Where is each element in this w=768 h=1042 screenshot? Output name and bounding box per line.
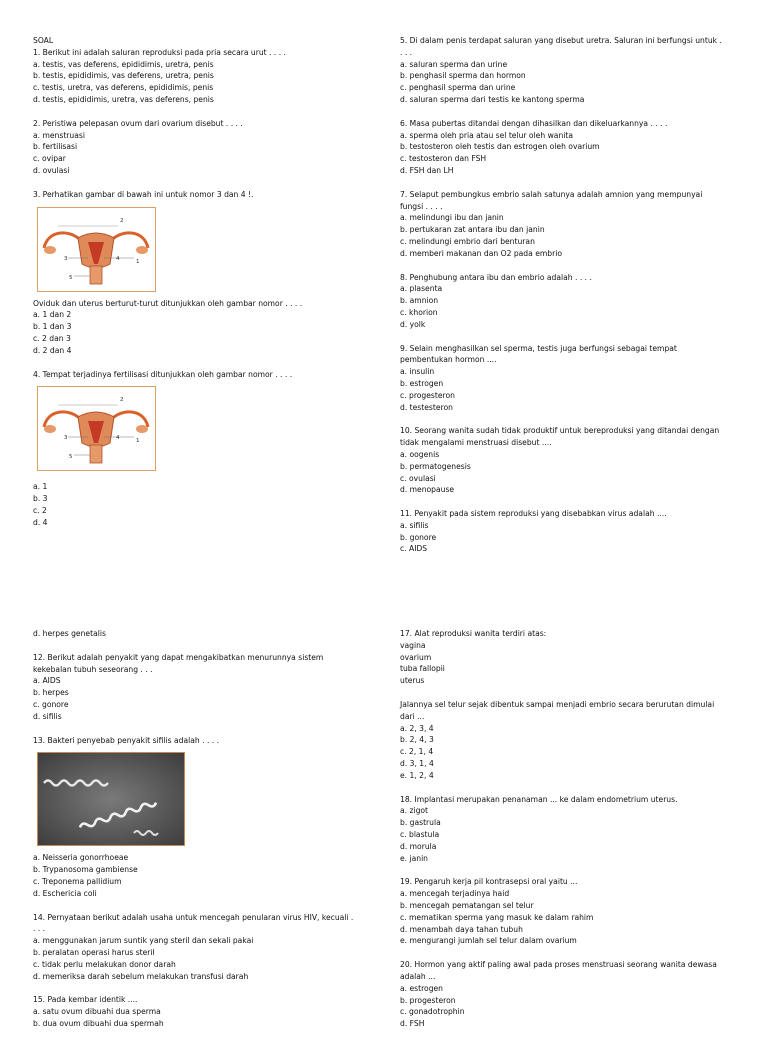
uterus-figure-2	[37, 386, 156, 471]
figure-label: 5	[69, 454, 73, 461]
option: b. progesteron	[400, 995, 456, 1005]
question-18	[400, 794, 745, 865]
option: a. AIDS	[33, 676, 61, 686]
option: a. zigot	[400, 806, 429, 816]
question-text: Oviduk dan uterus berturut-turut ditunjukkan oleh gambar nomor . . . .	[33, 298, 303, 308]
list-item: vagina	[400, 640, 426, 650]
question-text: 9. Selain menghasilkan sel sperma, testis juga berfungsi sebagai tempat	[400, 343, 677, 353]
option: a. oogenis	[400, 449, 440, 459]
question-1	[33, 47, 368, 106]
list-item: tuba fallopii	[400, 664, 445, 674]
option: a. menggunakan jarum suntik yang steril dan sekali pakai	[33, 936, 254, 946]
question-text: 1. Berikut ini adalah saluran reproduksi pada pria secara urut . . . .	[33, 47, 286, 57]
option: d. menambah daya tahan tubuh	[400, 924, 523, 934]
question-12	[33, 652, 368, 723]
question-20	[400, 959, 745, 1030]
option: a. sifilis	[400, 520, 429, 530]
question-14	[33, 912, 368, 983]
option: b. fertilisasi	[33, 142, 78, 152]
option: d. memeriksa darah sebelum melakukan transfusi darah	[33, 971, 249, 981]
question-19	[400, 876, 745, 947]
question-6	[400, 118, 745, 177]
option: d. 2 dan 4	[33, 345, 72, 355]
question-13	[33, 735, 368, 900]
uterus-diagram	[38, 208, 155, 291]
option: b. testosteron oleh testis dan estrogen oleh ovarium	[400, 142, 600, 152]
question-text: 15. Pada kembar identik ....	[33, 995, 138, 1005]
option: c. AIDS	[400, 544, 428, 554]
option: b. permatogenesis	[400, 461, 471, 471]
option: a. melindungi ibu dan janin	[400, 213, 504, 223]
bacteria-photo	[37, 752, 185, 846]
question-text: 13. Bakteri penyebab penyakit sifilis adalah . . . .	[33, 735, 220, 745]
figure-label: 3	[64, 255, 68, 262]
question-text-cont: fungsi . . . .	[400, 201, 443, 211]
option: a. saluran sperma dan urine	[400, 59, 508, 69]
left-column-bottom	[33, 628, 368, 1042]
option: c. 2 dan 3	[33, 333, 71, 343]
question-text: 6. Masa pubertas ditandai dengan dihasilkan dan dikeluarkannya . . . .	[400, 118, 668, 128]
option: a. insulin	[400, 367, 435, 377]
option: c. progesteron	[400, 390, 455, 400]
figure-label: 1	[136, 438, 140, 445]
option: a. plasenta	[400, 284, 443, 294]
figure-label: 3	[64, 435, 68, 442]
option: c. gonore	[33, 699, 69, 709]
option: b. pertukaran zat antara ibu dan janin	[400, 225, 545, 235]
option: c. mematikan sperma yang masuk ke dalam rahim	[400, 912, 594, 922]
uterus-figure-1	[37, 207, 156, 292]
option: e. janin	[400, 853, 428, 863]
spirochete-image	[38, 753, 184, 845]
question-7	[400, 189, 745, 260]
question-text-cont: dari ...	[400, 711, 425, 721]
list-item: ovarium	[400, 652, 432, 662]
option: a. mencegah terjadinya haid	[400, 889, 510, 899]
option: c. khorion	[400, 307, 438, 317]
option: b. amnion	[400, 296, 439, 306]
option: c. 2	[33, 505, 47, 515]
question-text: Jalannya sel telur sejak dibentuk sampai menjadi embrio secara berurutan dimulai	[400, 699, 715, 709]
question-2	[33, 118, 368, 177]
option: b. 3	[33, 494, 48, 504]
question-text: 8. Penghubung antara ibu dan embrio adalah . . . .	[400, 272, 592, 282]
option: b. gastrula	[400, 818, 441, 828]
option: c. ovulasi	[400, 473, 436, 483]
question-text: 18. Implantasi merupakan penanaman ... ke dalam endometrium uterus.	[400, 794, 678, 804]
question-intro: 3. Perhatikan gambar di bawah ini untuk nomor 3 dan 4 !.	[33, 189, 254, 199]
figure-label: 2	[120, 217, 124, 224]
option: d. FSH dan LH	[400, 165, 454, 175]
option: d. ovulasi	[33, 165, 70, 175]
question-3	[33, 189, 368, 357]
question-9	[400, 343, 745, 414]
option: a. testis, vas deferens, epididimis, uretra, penis	[33, 59, 214, 69]
option: c. testosteron dan FSH	[400, 154, 487, 164]
option: a. 1 dan 2	[33, 310, 72, 320]
option: b. dua ovum dibuahi dua spermah	[33, 1018, 164, 1028]
question-5	[400, 35, 745, 106]
option: b. Trypanosoma gambiense	[33, 865, 138, 875]
option: b. penghasil sperma dan hormon	[400, 71, 526, 81]
option: d. menopause	[400, 485, 455, 495]
figure-label: 4	[116, 255, 120, 262]
question-15	[33, 994, 368, 1029]
question-text: 19. Pengaruh kerja pil kontrasepsi oral yaitu ...	[400, 877, 578, 887]
option: c. blastula	[400, 829, 440, 839]
question-text: 5. Di dalam penis terdapat saluran yang disebut uretra. Saluran ini berfungsi untuk .	[400, 36, 722, 45]
option: c. ovipar	[33, 154, 66, 164]
question-text-cont: . . .	[33, 924, 46, 934]
option: d. 3, 1, 4	[400, 758, 434, 768]
question-text-cont: pembentukan hormon ....	[400, 355, 497, 365]
option: b. gonore	[400, 532, 437, 542]
option: d. herpes genetalis	[33, 629, 106, 638]
question-4	[33, 369, 368, 529]
question-text-cont: . . .	[400, 47, 413, 57]
question-17	[400, 628, 745, 782]
uterus-diagram	[38, 387, 155, 470]
question-text: 20. Hormon yang aktif paling awal pada proses menstruasi seorang wanita dewasa	[400, 960, 717, 970]
option: d. 4	[33, 517, 48, 527]
option: d. testesteron	[400, 402, 453, 412]
question-11-continued	[33, 628, 368, 640]
right-column-top	[400, 35, 745, 567]
option: b. estrogen	[400, 378, 444, 388]
figure-label: 2	[120, 397, 124, 404]
question-10	[400, 425, 745, 496]
option: c. tidak perlu melakukan donor darah	[33, 959, 176, 969]
heading: SOAL	[33, 36, 54, 45]
question-text-cont: tidak mengalami menstruasi disebut ....	[400, 438, 552, 448]
option: c. 2, 1, 4	[400, 747, 434, 757]
option: d. Eschericia coli	[33, 888, 97, 898]
left-column-top	[33, 35, 368, 541]
option: d. morula	[400, 841, 437, 851]
option: b. 2, 4, 3	[400, 735, 434, 745]
option: c. testis, uretra, vas deferens, epididimis, penis	[33, 83, 214, 93]
option: c. gonadotrophin	[400, 1007, 465, 1017]
option: a. estrogen	[400, 983, 443, 993]
option: a. 2, 3, 4	[400, 723, 434, 733]
option: a. 1	[33, 482, 48, 492]
option: d. yolk	[400, 319, 426, 329]
figure-label: 5	[69, 274, 73, 281]
question-text-cont: adalah ...	[400, 971, 436, 981]
option: c. Treponema pallidium	[33, 876, 122, 886]
option: b. mencegah pematangan sel telur	[400, 900, 534, 910]
option: b. 1 dan 3	[33, 322, 72, 332]
option: d. saluran sperma dari testis ke kantong sperma	[400, 94, 585, 104]
question-text: 14. Pernyataan berikut adalah usaha untuk mencegah penularan virus HIV, kecuali .	[33, 912, 354, 922]
right-column-bottom	[400, 628, 745, 1042]
option: b. peralatan operasi harus steril	[33, 947, 155, 957]
question-text: 10. Seorang wanita sudah tidak produktif untuk bereproduksi yang ditandai dengan	[400, 426, 720, 436]
question-text: 12. Berikut adalah penyakit yang dapat mengakibatkan menurunnya sistem	[33, 652, 324, 662]
option: a. Neisseria gonorrhoeae	[33, 853, 129, 863]
option: b. testis, epididimis, vas deferens, uretra, penis	[33, 71, 214, 81]
option: a. menstruasi	[33, 130, 85, 140]
option: d. sifilis	[33, 711, 62, 721]
option: d. testis, epididimis, uretra, vas deferens, penis	[33, 94, 214, 104]
figure-label: 4	[116, 435, 120, 442]
question-11	[400, 508, 745, 555]
option: c. melindungi embrio dari benturan	[400, 236, 535, 246]
option: e. mengurangi jumlah sel telur dalam ovarium	[400, 936, 577, 946]
question-text: 4. Tempat terjadinya fertilisasi ditunjukkan oleh gambar nomor . . . .	[33, 369, 293, 379]
list-item: uterus	[400, 676, 425, 686]
question-text: 7. Selaput pembungkus embrio salah satunya adalah amnion yang mempunyai	[400, 189, 703, 199]
figure-label: 1	[136, 258, 140, 265]
option: c. penghasil sperma dan urine	[400, 83, 516, 93]
option: d. FSH	[400, 1019, 425, 1029]
option: a. satu ovum dibuahi dua sperma	[33, 1007, 161, 1017]
question-text: 2. Peristiwa pelepasan ovum dari ovarium disebut . . . .	[33, 118, 243, 128]
question-text: 11. Penyakit pada sistem reproduksi yang disebabkan virus adalah ....	[400, 509, 667, 519]
option: b. herpes	[33, 688, 69, 698]
question-text-cont: kekebalan tubuh seseorang . . .	[33, 664, 153, 674]
question-text: 17. Alat reproduksi wanita terdiri atas:	[400, 629, 547, 638]
option: a. sperma oleh pria atau sel telur oleh wanita	[400, 130, 573, 140]
option: d. memberi makanan dan O2 pada embrio	[400, 248, 562, 258]
question-8	[400, 272, 745, 331]
option: e. 1, 2, 4	[400, 770, 434, 780]
